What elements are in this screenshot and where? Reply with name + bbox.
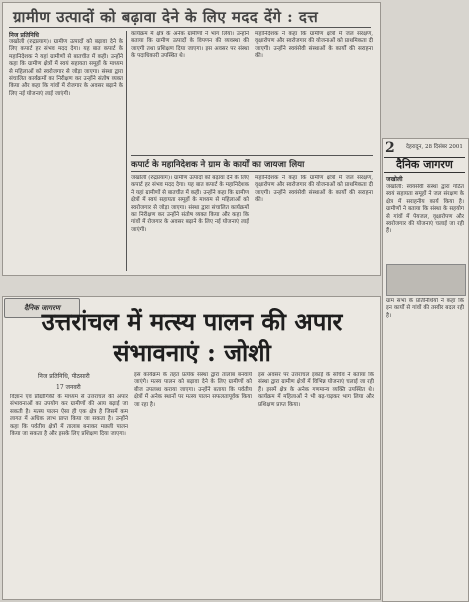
bottom-column-3-text: इस अवसर पर उत्तरांचल इकाई के सचिव ने बताया कि संस्था द्वारा ग्रामीण क्षेत्रों में विभिन्न योजनाएं चलाई जा रही हैं। इसमें क्षेत्र के अनेक गणमान्य व्यक्ति उपस्थित थे। कार्यक्रम में महिलाओं ने भी बढ़-चढ़कर भाग लिया और प्रशिक्षण प्राप्त किया। xyxy=(258,372,374,408)
right-clipping-photo xyxy=(386,264,466,296)
bottom-column-1-text: विज्ञान एवं प्रौद्योगिकी के माध्यम से उत्तरांचल की अपार संभावनाओं का उपयोग कर ग्रामीणों की आय बढ़ाई जा सकती है। मत्स्य पालन ऐसा ही एक क्षेत्र है जिसमें कम लागत में अधिक लाभ प्राप्त किया जा सकता है। उन्होंने कहा कि पर्वतीय क्षेत्रों में तालाब बनाकर मछली पालन किया जा सकता है और इसके लिए प्रशिक्षण दिया जाएगा। xyxy=(10,394,128,438)
top-column-3-text: महानिदेशक ने कहा कि ग्रामीण क्षेत्रों में जल संरक्षण, वृक्षारोपण और स्वरोजगार की योजनाओं को प्राथमिकता दी जाएगी। उन्होंने स्वयंसेवी संस्थाओं के कार्यों की सराहना की। xyxy=(255,31,373,60)
bottom-headline: उत्तरांचल में मत्स्य पालन की अपार संभावनाएं : जोशी xyxy=(41,307,343,367)
right-column-bottom xyxy=(386,298,464,596)
top-column-2b xyxy=(131,175,249,271)
bottom-column-3 xyxy=(258,372,374,594)
top-column-2-text: कार्यक्रम में क्षेत्र के अनेक ग्रामीणों ने भाग लिया। उन्होंने बताया कि ग्रामीण उत्पादों के विपणन की व्यवस्था की जाएगी तथा प्रशिक्षण दिया जाएगा। इस अवसर पर संस्था के पदाधिकारी उपस्थित थे। xyxy=(131,31,249,60)
top-column-2 xyxy=(131,31,249,155)
clipping-page-number: 2 xyxy=(385,140,395,156)
top-column-2b-text: जखोली (रुद्रप्रयाग)। ग्रामीण उत्पादों को बढ़ावा देने के लिए कपार्ट हर संभव मदद देगा। यह बात कपार्ट के महानिदेशक ने यहां ग्रामीणों से बातचीत में कही। उन्होंने कहा कि ग्रामीण क्षेत्रों में स्वयं सहायता समूहों के माध्यम से महिलाओं को स्वरोजगार से जोड़ा जाएगा। संस्था द्वारा संचालित कार्यक्रमों का निरीक्षण कर उन्होंने संतोष व्यक्त किया और कहा कि गांवों में रोजगार के अवसर बढ़ाने के लिए नई योजनाएं लाई जाएंगी। xyxy=(131,175,249,233)
top-column-3b xyxy=(255,175,373,271)
subhead-rule-bottom xyxy=(131,171,373,172)
top-subhead: कपार्ट के महानिदेशक ने ग्राम के कार्यों का जायजा लिया xyxy=(131,160,305,170)
top-column-1-text: जखोली (रुद्रप्रयाग)। ग्रामीण उत्पादों को बढ़ावा देने के लिए कपार्ट हर संभव मदद देगा। यह बात कपार्ट के महानिदेशक ने यहां ग्रामीणों से बातचीत में कही। उन्होंने कहा कि ग्रामीण क्षेत्रों में स्वयं सहायता समूहों के माध्यम से महिलाओं को स्वरोजगार से जोड़ा जाएगा। संस्था द्वारा संचालित कार्यक्रमों का निरीक्षण कर उन्होंने संतोष व्यक्त किया और कहा कि गांवों में रोजगार के अवसर बढ़ाने के लिए नई योजनाएं लाई जाएंगी। xyxy=(9,39,123,97)
top-headline: ग्रामीण उत्पादों को बढ़ावा देने के लिए मदद देंगे : दत्त xyxy=(13,8,319,26)
bottom-column-2-text: इस कार्यक्रम के तहत प्रत्येक संस्था द्वारा तालाब बनवाये जाएंगे। मत्स्य पालन को बढ़ावा देने के लिए ग्रामीणों को बीज उपलब्ध कराया जाएगा। उन्होंने बताया कि पर्वतीय क्षेत्रों में अनेक स्थानों पर मत्स्य पालन सफलतापूर्वक किया जा रहा है। xyxy=(134,372,252,408)
bottom-byline: निज प्रतिनिधि, पीठसारी xyxy=(38,373,90,380)
top-column-1 xyxy=(9,31,123,271)
right-section-label: जखोली xyxy=(386,176,403,183)
top-news-clipping xyxy=(2,2,381,276)
bottom-column-2 xyxy=(134,372,252,594)
top-column-3b-text: महानिदेशक ने कहा कि ग्रामीण क्षेत्रों में जल संरक्षण, वृक्षारोपण और स्वरोजगार की योजनाओं को प्राथमिकता दी जाएगी। उन्होंने स्वयंसेवी संस्थाओं के कार्यों की सराहना की। xyxy=(255,175,373,204)
headline-rule xyxy=(9,27,371,28)
newspaper-logo: दैनिक जागरण xyxy=(4,298,80,318)
bottom-byline-date: 17 जनवरी xyxy=(56,384,81,391)
bottom-column-1 xyxy=(10,394,128,594)
top-dateline: निज प्रतिनिधि xyxy=(9,32,39,39)
column-rule xyxy=(126,31,127,271)
right-column-top xyxy=(386,184,464,260)
newspaper-masthead: दैनिक जागरण xyxy=(384,157,465,173)
subhead-rule-top xyxy=(131,155,373,156)
right-column-bottom-text: ग्राम सभा के प्रतिनिधियों ने कहा कि इन कार्यों से गांवों की तस्वीर बदल रही है। xyxy=(386,298,464,319)
top-column-3 xyxy=(255,31,373,155)
clipping-date: देहरादून, 28 दिसंबर 2001 xyxy=(406,144,463,150)
right-column-top-text: जखोली: स्वयंसेवी संस्था द्वारा गठित स्वयं सहायता समूहों ने जल संरक्षण के क्षेत्र में सराहनीय कार्य किया है। ग्रामीणों ने बताया कि संस्था के सहयोग से गांवों में पेयजल, वृक्षारोपण और स्वरोजगार की योजनाएं चलाई जा रही हैं। xyxy=(386,184,464,235)
